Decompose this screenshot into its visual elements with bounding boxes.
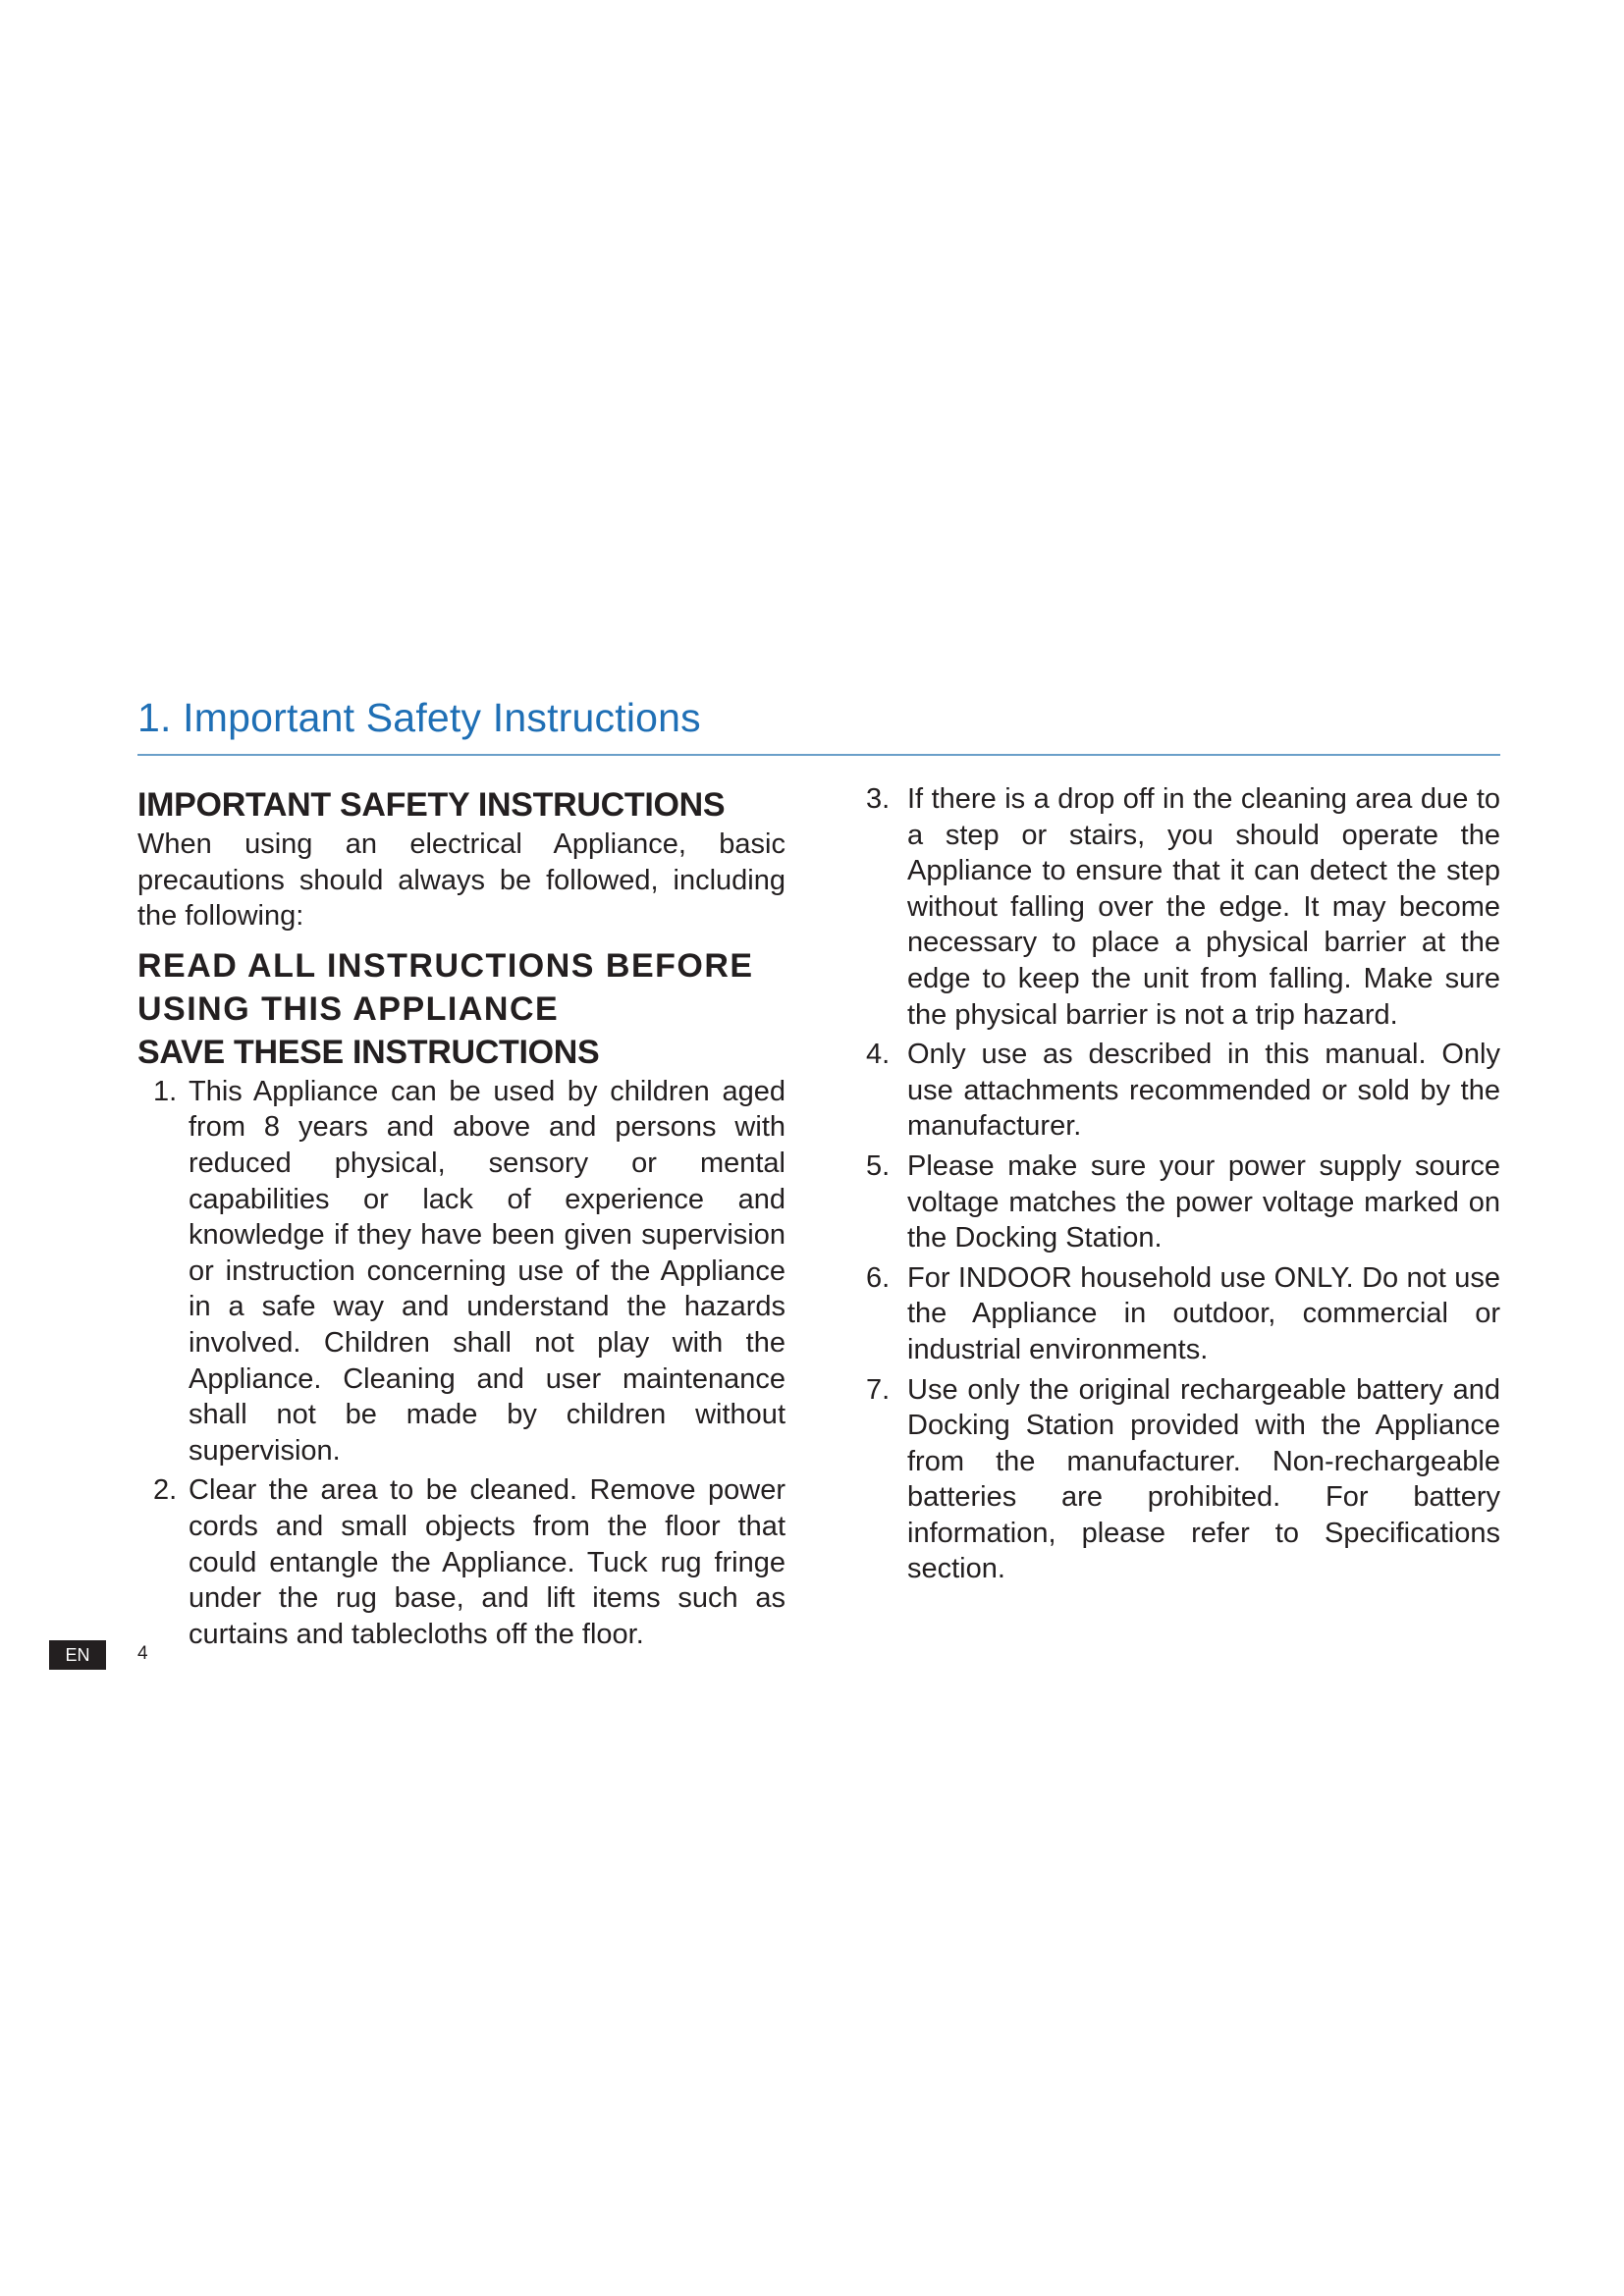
left-instruction-list bbox=[137, 1074, 785, 1653]
list-item-text: Please make sure your power supply source voltage matches the power voltage marked on the Docking Station. bbox=[907, 1149, 1500, 1255]
list-item-number: 5. bbox=[866, 1149, 891, 1182]
list-item bbox=[866, 781, 1500, 1033]
list-item-text: Use only the original rechargeable battery and Docking Station provided with the Appliance from the manufacturer. Non-rechargeable batteries are prohibited. For battery information, please refer to Specifications section. bbox=[907, 1373, 1500, 1585]
list-item-number: 7. bbox=[866, 1373, 891, 1406]
right-instruction-list bbox=[866, 781, 1500, 1587]
important-safety-heading: IMPORTANT SAFETY INSTRUCTIONS bbox=[137, 786, 726, 824]
section-title: 1. Important Safety Instructions bbox=[137, 695, 701, 740]
list-item bbox=[866, 1260, 1500, 1368]
list-item bbox=[866, 1372, 1500, 1588]
list-item-number: 6. bbox=[866, 1261, 891, 1294]
save-instructions-heading: SAVE THESE INSTRUCTIONS bbox=[137, 1033, 600, 1071]
page-number: 4 bbox=[137, 1643, 148, 1664]
list-item-number: 2. bbox=[153, 1474, 178, 1507]
list-item bbox=[137, 1074, 785, 1469]
list-item bbox=[866, 1148, 1500, 1256]
list-item bbox=[866, 1037, 1500, 1145]
list-item-text: If there is a drop off in the cleaning area due to a step or stairs, you should operate the Appliance to ensure that it can detect the step without falling over the edge. It may become necessary to place a physical barrier at the edge to keep the unit from falling. Make sure the physical barrier is not a trip hazard. bbox=[907, 783, 1500, 1031]
right-column bbox=[866, 781, 1500, 1591]
list-item-text: Only use as described in this manual. Only use attachments recommended or sold by the manufacturer. bbox=[907, 1039, 1500, 1143]
title-divider bbox=[137, 754, 1500, 756]
list-item bbox=[137, 1472, 785, 1652]
list-item-text: Clear the area to be cleaned. Remove power cords and small objects from the floor that could entangle the Appliance. Tuck rug fringe under the rug base, and lift items such as curtains and tablecloths off the floor. bbox=[189, 1474, 785, 1650]
list-item-number: 3. bbox=[866, 783, 891, 815]
language-badge: EN bbox=[49, 1640, 106, 1670]
list-item-text: This Appliance can be used by children aged from 8 years and above and persons with reduced physical, sensory or mental capabilities or lack of experience and knowledge if they have been given supervision or instruction concerning use of the Appliance in a safe way and understand the hazards involved. Children shall not play with the Appliance. Cleaning and user maintenance shall not be made by children without supervision. bbox=[189, 1075, 785, 1467]
list-item-number: 4. bbox=[866, 1039, 891, 1071]
intro-paragraph: When using an electrical Appliance, basic precautions should always be followed, including the following: bbox=[137, 828, 785, 933]
left-column bbox=[137, 783, 785, 1656]
read-all-heading: READ ALL INSTRUCTIONS BEFORE USING THIS APPLIANCE bbox=[137, 946, 754, 1028]
list-item-text: For INDOOR household use ONLY. Do not use the Appliance in outdoor, commercial or industrial environments. bbox=[907, 1261, 1500, 1365]
list-item-number: 1. bbox=[153, 1075, 178, 1107]
